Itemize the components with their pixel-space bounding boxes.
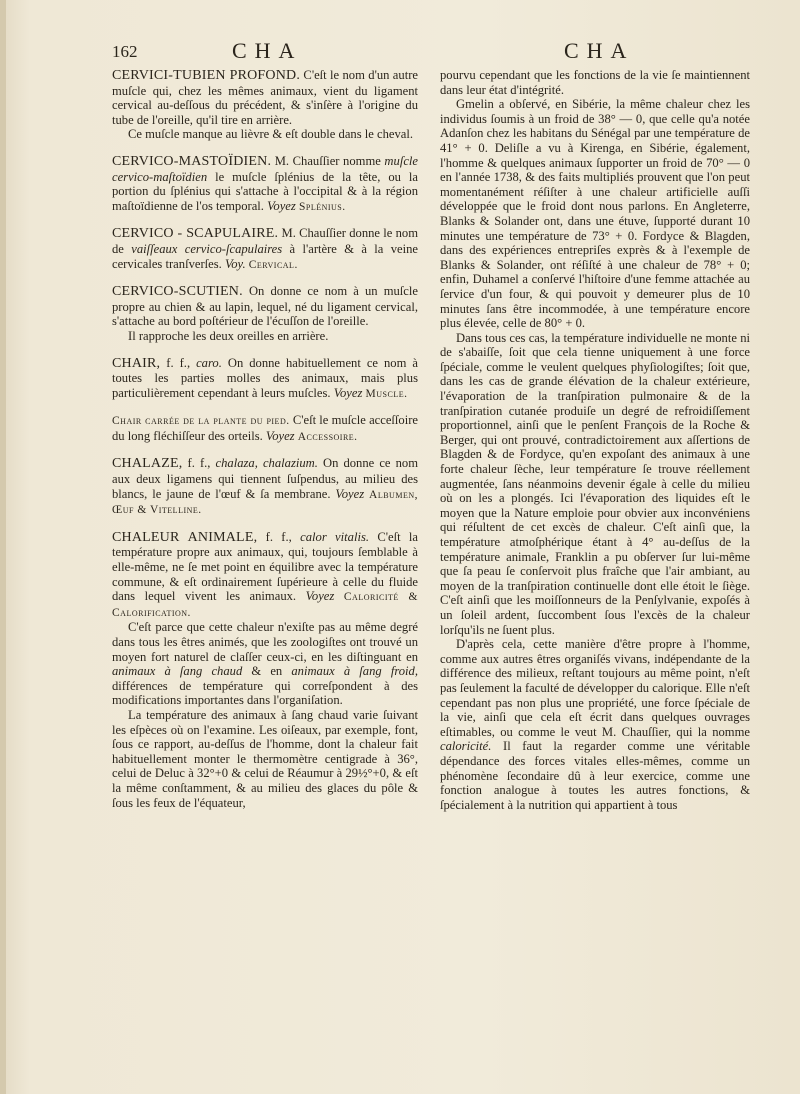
- cross-reference: Splénius.: [298, 200, 346, 213]
- cross-reference: Accessoire.: [297, 430, 358, 443]
- entry-chaleur-animale: [112, 530, 418, 621]
- entry-cervico-scapulaire: [112, 226, 418, 272]
- cross-reference: Caloricité & Calorification.: [112, 591, 418, 619]
- running-head-right: CHA: [564, 38, 635, 63]
- latin-term: chalaza, chalazium.: [215, 456, 318, 471]
- latin-term: calor vitalis.: [300, 529, 369, 544]
- entry-text: M. Chauſſier nomme: [274, 153, 381, 168]
- grammar-label: f. f.,: [265, 529, 292, 544]
- entry-text: M. Chauſſier donne le nom de: [112, 226, 418, 256]
- entry-text: différences de température qui correſpondent à des modifications importantes dans l'organiſation.: [112, 678, 418, 708]
- latin-term: caro.: [196, 355, 222, 370]
- entry-paragraph: La température des animaux à ſang chaud varie ſuivant les eſpèces où on l'examine. Les oiſeaux, par exemple, font, ſous ce rapport, au-deſſus de l'homme, dont la chaleur fait habituellement monter le thermomètre centigrade à 36°, celui de Deluc à 32°+0 & celui de Réaumur à 29½°+0, & eſt la même conſtamment, & au milieu des glaces du pôle & ſous les feux de l'équateur,: [112, 707, 418, 810]
- entry-cervico-mastoidien: [112, 154, 418, 214]
- entry-text: On donne habituellement ce nom à toutes les parties molles des animaux, mais plus particulièrement cependant à leurs muſcles.: [112, 355, 418, 400]
- grammar-label: f. f.,: [166, 355, 191, 370]
- entry-cervici-tubien: [112, 68, 418, 127]
- page-gutter-shadow: [0, 0, 6, 1094]
- body-paragraph: Gmelin a obſervé, en Sibérie, la même chaleur chez les individus ſoumis à un froid de 38° — 0, que celle qu'a notée Adanſon chez les habitans du Sénégal par une température de 41° + 0. Deliſle a vu à Kirenga, en Sibérie, également, l'homme & quelques animaux ſupporter un froid de 70° — 0 en l'année 1738, & des faits multipliés prouvent que l'on peut momentanément réſiſter à une chaleur artificielle auſſi développée que le froid dont nous parlons. En Angleterre, Blanks & Solander ont, dans une étuve, ſupporté durant 10 minutes une température de 73° + 0. Fordyce & Blagden, dans des expériences entrepriſes exprès & à l'exemple de Blanks & Solander, ont réſiſté à une chaleur de 78° + 0; enfin, Duhamel a conſervé l'hiſtoire d'une femme attachée au ſervice d'un four, & qui pouvoit y demeurer plus de 10 minutes ſans être incommodée, à une température encore plus élevée, celle de 80° + 0.: [440, 97, 750, 331]
- entry-paragraph: Ce muſcle manque au lièvre & eſt double dans le cheval.: [128, 127, 414, 142]
- headword: CERVICO-MASTOÏDIEN.: [112, 153, 272, 169]
- entry-term: muſcle cervico-maſtoïdien: [112, 153, 418, 184]
- grammar-label: f. f.,: [187, 456, 211, 471]
- entry-chair-carree: [112, 413, 418, 444]
- entry-text: C'eſt le muſcle acceſſoire du long fléchiſſeur des orteils.: [112, 413, 419, 443]
- see-reference-label: Voy.: [224, 256, 246, 271]
- cross-reference: Muscle.: [365, 387, 408, 400]
- headword: CERVICI-TUBIEN PROFOND.: [112, 68, 301, 83]
- entry-cervico-scutien: [112, 284, 418, 329]
- see-reference-label: Voyez: [305, 589, 335, 604]
- headword: CHAIR,: [112, 355, 161, 371]
- entry-text: & en: [251, 664, 283, 679]
- headword: CERVICO-SCUTIEN.: [112, 284, 243, 300]
- entry-text: On donne ce nom à un muſcle propre au chien & au lapin, lequel, né du ligament cervical, s'attache au bord poſtérieur de l'écuſſon de l'oreille.: [112, 284, 418, 329]
- see-reference-label: Voyez: [333, 385, 363, 400]
- running-head-left: CHA: [232, 38, 303, 63]
- entry-text: On donne ce nom aux deux ligamens qui tiennent ſuſpendus, au milieu des blancs, le jaune de l'œuf & ſa membrane.: [112, 456, 418, 501]
- headword: CHALAZE,: [112, 456, 183, 472]
- entry-text: D'après cela, cette manière d'être propre à l'homme, comme aux autres êtres organiſés vivans, indépendante de la différence des milieux, reſtant toujours au même point, n'eſt pas ſeulement la faculté de développer du calorique. Elle n'eſt cependant pas non plus une propriété, une force ſpéciale de la vie, ainſi que cela eſt écrit dans quelques ouvrages eſtimables, ou comme le veut M. Chauſſier, qui la nomme: [440, 637, 750, 739]
- cross-reference: Cervical.: [248, 258, 298, 271]
- entry-text: C'eſt la température propre aux animaux, qui, toujours ſemblable à elle-même, ne ſe met point en équilibre avec la température commune, & eſt ordinairement ſupérieure à celle du fluide dans lequel vivent les animaux.: [112, 529, 419, 604]
- headword: CHALEUR ANIMALE,: [112, 529, 258, 545]
- headword: Chair carrée de la plante du pied.: [112, 415, 290, 428]
- entry-text: C'eſt le nom d'un autre muſcle qui, chez les mêmes animaux, vient du ligament cervical au-deſſous du précédent, & s'inſère à l'origine du tube de l'oreille, qu'il tire en arrière.: [112, 68, 418, 127]
- continued-paragraph: pourvu cependant que les fonctions de la vie ſe maintiennent dans leur état d'intégrité.: [440, 68, 750, 97]
- entry-term: animaux à ſang chaud: [112, 664, 243, 679]
- left-column: [112, 68, 418, 810]
- entry-text: à l'artère & à la veine cervicales tranſverſes.: [112, 241, 418, 271]
- entry-chalaze: [112, 456, 418, 517]
- cross-reference: Albumen, Œuf & Vitelline.: [112, 488, 418, 517]
- page-number: 162: [112, 42, 138, 61]
- entry-chair: [112, 356, 418, 402]
- body-paragraph: Dans tous ces cas, la température individuelle ne monte ni de s'abaiſſe, ſoit que cela tienne uniquement à une force ſpéciale, comme le veulent quelques phyſiologiſtes; ſoit que, dans les cas de grande élévation de la chaleur extérieure, l'évaporation de la tranſpiration pulmonaire & de la tranſpiration cutanée produiſe un degré de refroidiſſement proportionnel, ainſi que le penſent François de la Roche & Berger, qui ont prouvé, contradictoirement aux aſſertions de Blagden & de Fordyce, qu'en expoſant des animaux à une forte chaleur ſèche, leur température ſe trouve réellement augmentée, ſans néanmoins devenir égale à celle du milieu où on les a plongés. Ici l'évaporation des liquides eſt le moyen que la Nature emploie pour obvier aux inconvéniens qui réſultent de cet excès de chaleur. C'eſt ainſi que, la température atmoſphérique étant à 4° au-deſſus de la température animale, Franklin a pu obſerver ſur lui-même que ſa peau ſe conſervoit plus fraîche que l'air ambiant, au moyen de la tranſpiration continuelle dont elle étoit le ſiège. C'eſt ainſi que les moiſſonneurs de la Penſylvanie, expoſés à un ſoleil ardent, ſuccombent ſous l'excès de la chaleur lorſqu'ils ne ſuent plus.: [440, 330, 750, 637]
- body-paragraph: [440, 637, 750, 812]
- entry-term: vaiſſeaux cervico-ſcapulaires: [131, 241, 283, 256]
- right-column: [440, 68, 750, 812]
- entry-term: caloricité.: [440, 739, 492, 754]
- entry-text: Il faut la regarder comme une véritable dépendance des forces vitales elles-mêmes, comme un phénomène ſecondaire dû à leur exercice, comme une fonction analogue à toutes les autres fonctions, & ſpécialement à la nutrition qui appartient à tous: [440, 739, 750, 812]
- entry-text: C'eſt parce que cette chaleur n'exiſte pas au même degré dans tous les êtres animés, que les zoologiſtes ont trouvé un moyen fort naturel de claſſer ceux-ci, en les diſtinguant en: [112, 620, 418, 664]
- entry-paragraph: Il rapproche les deux oreilles en arrière.: [128, 328, 329, 343]
- entry-text: le muſcle ſplénius de la tête, ou la portion du ſplénius qui s'attache à l'occipital & à la région maſtoïdienne de l'os temporal.: [112, 169, 418, 213]
- see-reference-label: Voyez: [265, 428, 295, 443]
- entry-term: animaux à ſang froid,: [291, 664, 418, 679]
- entry-paragraph: [112, 620, 418, 708]
- headword: CERVICO - SCAPULAIRE.: [112, 226, 279, 242]
- see-reference-label: Voyez: [335, 486, 365, 501]
- see-reference-label: Voyez: [267, 198, 296, 213]
- page-header: [112, 38, 752, 64]
